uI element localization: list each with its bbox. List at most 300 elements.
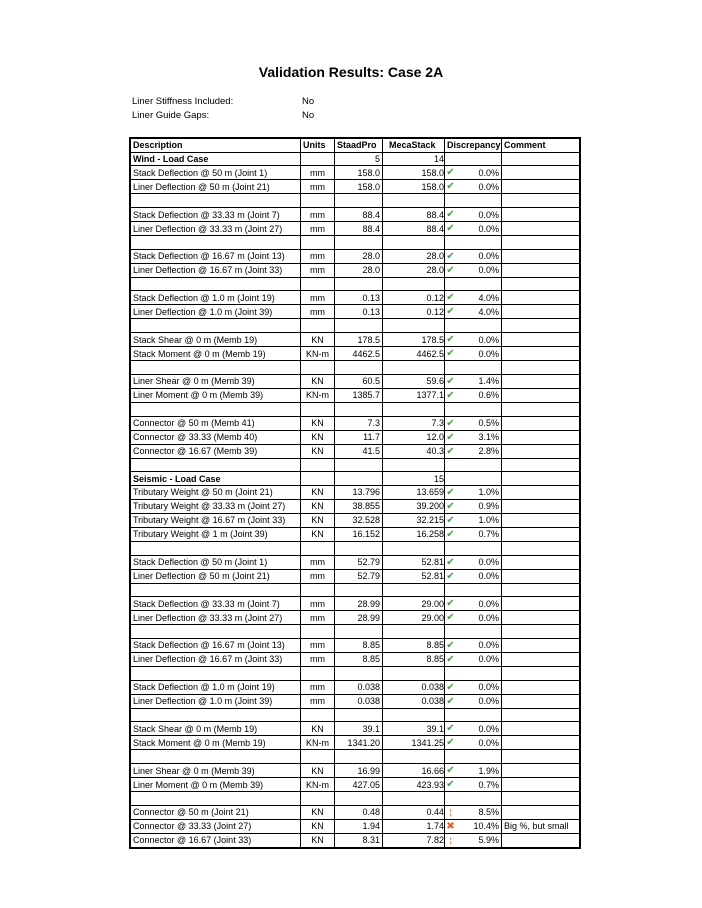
mecastack-cell: 4462.5 bbox=[416, 348, 444, 359]
description-cell: Connector @ 33.33 (Joint 27) bbox=[130, 819, 301, 833]
staadpro-cell: 41.5 bbox=[335, 444, 383, 458]
staadpro-cell: 52.79 bbox=[335, 569, 383, 583]
empty-cell bbox=[335, 277, 383, 291]
discrepancy-cell: 3.1% bbox=[456, 430, 502, 444]
checkmark-icon: ✔ bbox=[446, 779, 455, 790]
discrepancy-cell: 0.0% bbox=[456, 263, 502, 277]
discrepancy-cell: 0.7% bbox=[456, 527, 502, 541]
empty-cell bbox=[130, 236, 301, 250]
status-cell bbox=[445, 833, 457, 848]
discrepancy-cell: 0.9% bbox=[456, 499, 502, 513]
empty-cell bbox=[335, 236, 383, 250]
comment-cell bbox=[502, 611, 581, 625]
comment-cell bbox=[502, 416, 581, 430]
empty-cell bbox=[130, 319, 301, 333]
empty-cell bbox=[502, 541, 581, 555]
comment-cell bbox=[502, 180, 581, 194]
empty-cell bbox=[502, 750, 581, 764]
empty-cell bbox=[456, 666, 502, 680]
description-cell: Tributary Weight @ 1 m (Joint 39) bbox=[130, 527, 301, 541]
staadpro-cell: 1341.20 bbox=[335, 736, 383, 750]
description-cell: Stack Moment @ 0 m (Memb 19) bbox=[130, 736, 301, 750]
empty-cell bbox=[502, 319, 581, 333]
empty-cell bbox=[301, 666, 335, 680]
discrepancy-cell: 1.4% bbox=[456, 374, 502, 388]
units-cell bbox=[301, 152, 335, 166]
status-cell bbox=[445, 152, 457, 166]
mecastack-cell: 12.0 bbox=[426, 432, 444, 442]
comment-cell bbox=[502, 444, 581, 458]
table-row bbox=[130, 833, 580, 848]
staadpro-cell: 28.0 bbox=[335, 263, 383, 277]
description-cell: Liner Moment @ 0 m (Memb 39) bbox=[130, 778, 301, 792]
meta-liner-guide-gaps bbox=[132, 110, 315, 121]
checkmark-icon: ✔ bbox=[446, 695, 455, 707]
checkmark-icon: ✔ bbox=[446, 723, 455, 735]
empty-cell bbox=[335, 361, 383, 375]
table-row bbox=[130, 499, 580, 513]
empty-cell bbox=[456, 583, 502, 597]
spacer-row bbox=[130, 194, 580, 208]
mecastack-cell: 32.215 bbox=[416, 515, 444, 526]
empty-cell bbox=[335, 666, 383, 680]
cross-icon: ✖ bbox=[446, 820, 455, 832]
mecastack-cell: 39.200 bbox=[416, 501, 444, 512]
description-cell: Stack Deflection @ 16.67 m (Joint 13) bbox=[130, 638, 301, 652]
table-row bbox=[130, 305, 580, 319]
description-cell: Stack Deflection @ 33.33 m (Joint 7) bbox=[130, 208, 301, 222]
discrepancy-cell: 0.5% bbox=[456, 416, 502, 430]
comment-cell bbox=[502, 499, 581, 513]
comment-cell bbox=[502, 333, 581, 347]
table-row bbox=[130, 485, 580, 499]
status-cell bbox=[445, 416, 457, 430]
comment-cell bbox=[502, 222, 581, 236]
checkmark-icon: ✔ bbox=[446, 375, 455, 387]
checkmark-icon: ✔ bbox=[446, 334, 455, 346]
units-cell: KN bbox=[301, 430, 335, 444]
checkmark-icon: ✔ bbox=[446, 181, 455, 193]
staadpro-cell: 13.796 bbox=[335, 485, 383, 499]
table-row bbox=[130, 736, 580, 750]
empty-cell bbox=[301, 402, 335, 416]
checkmark-icon: ✔ bbox=[446, 514, 455, 526]
spacer-row bbox=[130, 319, 580, 333]
checkmark-icon: ✔ bbox=[446, 737, 455, 749]
section-row bbox=[130, 152, 580, 166]
mecastack-cell: 14 bbox=[433, 154, 444, 165]
empty-cell bbox=[301, 583, 335, 597]
comment-cell bbox=[502, 472, 581, 486]
mecastack-cell: 39.1 bbox=[426, 723, 444, 734]
units-cell: mm bbox=[301, 611, 335, 625]
units-cell: mm bbox=[301, 680, 335, 694]
empty-cell bbox=[383, 361, 445, 375]
empty-cell bbox=[456, 625, 502, 639]
table-row bbox=[130, 597, 580, 611]
table-row bbox=[130, 388, 580, 402]
empty-cell bbox=[445, 361, 457, 375]
mecastack-cell: 28.0 bbox=[426, 265, 444, 276]
spacer-row bbox=[130, 402, 580, 416]
mecastack-cell: 16.66 bbox=[421, 765, 444, 776]
mecastack-cell: 8.85 bbox=[426, 654, 444, 665]
checkmark-icon: ✔ bbox=[446, 528, 455, 540]
spacer-row bbox=[130, 458, 580, 472]
empty-cell bbox=[383, 583, 445, 597]
status-cell bbox=[445, 569, 457, 583]
table-row bbox=[130, 222, 580, 236]
table-row bbox=[130, 416, 580, 430]
staadpro-cell: 8.31 bbox=[335, 833, 383, 848]
empty-cell bbox=[301, 277, 335, 291]
checkmark-icon: ✔ bbox=[446, 612, 455, 624]
comment-cell bbox=[502, 208, 581, 222]
empty-cell bbox=[502, 458, 581, 472]
checkmark-icon: ✔ bbox=[446, 486, 455, 498]
status-cell bbox=[445, 180, 457, 194]
comment-cell bbox=[502, 555, 581, 569]
units-cell: mm bbox=[301, 180, 335, 194]
description-cell: Liner Moment @ 0 m (Memb 39) bbox=[130, 388, 301, 402]
comment-cell bbox=[502, 569, 581, 583]
comment-cell bbox=[502, 513, 581, 527]
mecastack-cell: 40.3 bbox=[426, 446, 444, 456]
header-comment: Comment bbox=[502, 138, 581, 152]
empty-cell bbox=[335, 583, 383, 597]
description-cell: Stack Deflection @ 1.0 m (Joint 19) bbox=[130, 680, 301, 694]
empty-cell bbox=[301, 361, 335, 375]
discrepancy-cell: 1.0% bbox=[456, 513, 502, 527]
staadpro-cell: 8.85 bbox=[335, 652, 383, 666]
page-title: Validation Results: Case 2A bbox=[258, 64, 444, 80]
mecastack-cell: 1341.25 bbox=[411, 737, 444, 748]
mecastack-cell: 29.00 bbox=[421, 598, 444, 609]
status-cell bbox=[445, 722, 457, 736]
checkmark-icon: ✔ bbox=[446, 264, 455, 276]
table-row bbox=[130, 819, 580, 833]
empty-cell bbox=[502, 792, 581, 806]
status-cell bbox=[445, 694, 457, 708]
units-cell: mm bbox=[301, 569, 335, 583]
mecastack-cell: 88.4 bbox=[426, 209, 444, 220]
description-cell: Liner Shear @ 0 m (Memb 39) bbox=[130, 374, 301, 388]
units-cell: KN bbox=[301, 819, 335, 833]
table-row bbox=[130, 638, 580, 652]
empty-cell bbox=[445, 666, 457, 680]
status-cell bbox=[445, 444, 457, 458]
empty-cell bbox=[301, 708, 335, 722]
empty-cell bbox=[456, 277, 502, 291]
description-cell: Seismic - Load Case bbox=[130, 472, 301, 486]
comment-cell bbox=[502, 764, 581, 778]
empty-cell bbox=[335, 402, 383, 416]
empty-cell bbox=[301, 541, 335, 555]
discrepancy-cell: 0.7% bbox=[456, 778, 502, 792]
checkmark-icon: ✔ bbox=[446, 209, 455, 221]
spacer-row bbox=[130, 583, 580, 597]
status-cell bbox=[445, 347, 457, 361]
header-discrepancy: Discrepancy bbox=[445, 138, 502, 152]
empty-cell bbox=[383, 708, 445, 722]
status-cell bbox=[445, 611, 457, 625]
table-row bbox=[130, 555, 580, 569]
table-row bbox=[130, 513, 580, 527]
empty-cell bbox=[445, 319, 457, 333]
empty-cell bbox=[445, 277, 457, 291]
spacer-row bbox=[130, 361, 580, 375]
staadpro-cell: 0.48 bbox=[335, 805, 383, 819]
empty-cell bbox=[445, 194, 457, 208]
table-row bbox=[130, 208, 580, 222]
description-cell: Stack Moment @ 0 m (Memb 19) bbox=[130, 347, 301, 361]
units-cell: KN-m bbox=[301, 778, 335, 792]
description-cell: Liner Deflection @ 1.0 m (Joint 39) bbox=[130, 305, 301, 319]
description-cell: Liner Deflection @ 50 m (Joint 21) bbox=[130, 569, 301, 583]
checkmark-icon: ✔ bbox=[446, 570, 455, 582]
empty-cell bbox=[130, 361, 301, 375]
meta-label: Liner Guide Gaps: bbox=[132, 110, 210, 121]
empty-cell bbox=[130, 277, 301, 291]
discrepancy-cell: 0.0% bbox=[456, 347, 502, 361]
empty-cell bbox=[445, 541, 457, 555]
status-cell bbox=[445, 513, 457, 527]
units-cell: KN bbox=[301, 833, 335, 848]
staadpro-cell: 60.5 bbox=[335, 374, 383, 388]
staadpro-cell: 0.13 bbox=[335, 305, 383, 319]
meta-label: Liner Stiffness Included: bbox=[132, 96, 234, 107]
discrepancy-cell: 0.0% bbox=[456, 694, 502, 708]
staadpro-cell: 158.0 bbox=[335, 180, 383, 194]
mecastack-cell: 13.659 bbox=[416, 487, 444, 498]
empty-cell bbox=[301, 792, 335, 806]
units-cell: KN-m bbox=[301, 347, 335, 361]
empty-cell bbox=[502, 402, 581, 416]
staadpro-cell: 32.528 bbox=[335, 513, 383, 527]
units-cell: mm bbox=[301, 555, 335, 569]
empty-cell bbox=[445, 750, 457, 764]
units-cell: KN bbox=[301, 499, 335, 513]
empty-cell bbox=[502, 666, 581, 680]
meta-value: No bbox=[302, 96, 315, 107]
table-row bbox=[130, 527, 580, 541]
description-cell: Stack Deflection @ 1.0 m (Joint 19) bbox=[130, 291, 301, 305]
status-cell bbox=[445, 527, 457, 541]
empty-cell bbox=[301, 458, 335, 472]
table-row bbox=[130, 430, 580, 444]
header-staadpro: StaadPro bbox=[335, 138, 383, 152]
staadpro-cell: 16.152 bbox=[335, 527, 383, 541]
header-description: Description bbox=[130, 138, 301, 152]
mecastack-cell: 0.12 bbox=[426, 306, 444, 317]
comment-cell bbox=[502, 722, 581, 736]
table-row bbox=[130, 263, 580, 277]
comment-cell bbox=[502, 305, 581, 319]
empty-cell bbox=[456, 541, 502, 555]
staadpro-cell: 28.99 bbox=[335, 611, 383, 625]
description-cell: Liner Deflection @ 1.0 m (Joint 39) bbox=[130, 694, 301, 708]
header-mecastack: MecaStack bbox=[389, 140, 436, 151]
comment-cell bbox=[502, 291, 581, 305]
description-cell: Liner Deflection @ 50 m (Joint 21) bbox=[130, 180, 301, 194]
staadpro-cell: 52.79 bbox=[335, 555, 383, 569]
comment-cell bbox=[502, 694, 581, 708]
spacer-row bbox=[130, 541, 580, 555]
comment-cell bbox=[502, 430, 581, 444]
mecastack-cell: 59.6 bbox=[426, 376, 444, 387]
staadpro-cell: 88.4 bbox=[335, 222, 383, 236]
empty-cell bbox=[456, 750, 502, 764]
empty-cell bbox=[335, 319, 383, 333]
empty-cell bbox=[301, 236, 335, 250]
empty-cell bbox=[456, 792, 502, 806]
spacer-row bbox=[130, 792, 580, 806]
exclamation-icon: ¦ bbox=[449, 835, 452, 845]
description-cell: Connector @ 50 m (Joint 21) bbox=[130, 805, 301, 819]
empty-cell bbox=[130, 402, 301, 416]
mecastack-cell: 28.0 bbox=[426, 251, 444, 262]
empty-cell bbox=[383, 402, 445, 416]
staadpro-cell: 7.3 bbox=[335, 416, 383, 430]
comment-cell bbox=[502, 485, 581, 499]
status-cell bbox=[445, 263, 457, 277]
status-cell bbox=[445, 291, 457, 305]
status-cell bbox=[445, 166, 457, 180]
comment-cell bbox=[502, 152, 581, 166]
spacer-row bbox=[130, 625, 580, 639]
status-cell bbox=[445, 388, 457, 402]
discrepancy-cell: 0.0% bbox=[456, 638, 502, 652]
description-cell: Connector @ 33.33 (Memb 40) bbox=[130, 430, 301, 444]
staadpro-cell: 88.4 bbox=[335, 208, 383, 222]
mecastack-cell: 423.93 bbox=[416, 779, 444, 790]
units-cell: KN bbox=[301, 513, 335, 527]
discrepancy-cell: 0.0% bbox=[456, 652, 502, 666]
staadpro-cell bbox=[335, 472, 383, 486]
checkmark-icon: ✔ bbox=[446, 223, 455, 235]
description-cell: Liner Shear @ 0 m (Memb 39) bbox=[130, 764, 301, 778]
staadpro-cell: 39.1 bbox=[335, 722, 383, 736]
empty-cell bbox=[383, 319, 445, 333]
staadpro-cell: 16.99 bbox=[335, 764, 383, 778]
discrepancy-cell: 0.0% bbox=[456, 208, 502, 222]
empty-cell bbox=[335, 625, 383, 639]
table-row bbox=[130, 652, 580, 666]
empty-cell bbox=[383, 666, 445, 680]
empty-cell bbox=[130, 194, 301, 208]
discrepancy-cell bbox=[456, 152, 502, 166]
staadpro-cell: 4462.5 bbox=[335, 347, 383, 361]
discrepancy-cell: 0.0% bbox=[456, 166, 502, 180]
empty-cell bbox=[445, 458, 457, 472]
comment-cell bbox=[502, 833, 581, 848]
empty-cell bbox=[301, 194, 335, 208]
staadpro-cell: 28.99 bbox=[335, 597, 383, 611]
description-cell: Stack Shear @ 0 m (Memb 19) bbox=[130, 722, 301, 736]
discrepancy-cell: 0.0% bbox=[456, 333, 502, 347]
empty-cell bbox=[502, 236, 581, 250]
comment-cell bbox=[502, 597, 581, 611]
empty-cell bbox=[130, 792, 301, 806]
status-cell bbox=[445, 430, 457, 444]
meta-liner-stiffness bbox=[132, 96, 315, 107]
status-cell bbox=[445, 638, 457, 652]
comment-cell bbox=[502, 527, 581, 541]
status-cell bbox=[445, 680, 457, 694]
mecastack-cell: 1377.1 bbox=[416, 390, 444, 401]
empty-cell bbox=[335, 458, 383, 472]
description-cell: Connector @ 16.67 (Joint 33) bbox=[130, 833, 301, 848]
table-row bbox=[130, 778, 580, 792]
units-cell: mm bbox=[301, 249, 335, 263]
checkmark-icon: ✔ bbox=[446, 292, 455, 304]
checkmark-icon: ✔ bbox=[446, 765, 455, 776]
units-cell: mm bbox=[301, 638, 335, 652]
mecastack-cell: 15 bbox=[433, 473, 444, 484]
empty-cell bbox=[335, 541, 383, 555]
mecastack-cell: 0.038 bbox=[421, 696, 444, 707]
mecastack-cell: 158.0 bbox=[421, 181, 444, 192]
empty-cell bbox=[502, 361, 581, 375]
discrepancy-cell: 0.0% bbox=[456, 680, 502, 694]
units-cell: KN bbox=[301, 764, 335, 778]
table-row bbox=[130, 166, 580, 180]
units-cell bbox=[301, 472, 335, 486]
empty-cell bbox=[456, 708, 502, 722]
header-units: Units bbox=[301, 138, 335, 152]
empty-cell bbox=[130, 666, 301, 680]
empty-cell bbox=[335, 750, 383, 764]
units-cell: KN bbox=[301, 333, 335, 347]
mecastack-cell: 7.3 bbox=[431, 418, 444, 428]
mecastack-cell: 29.00 bbox=[421, 612, 444, 623]
table-row bbox=[130, 444, 580, 458]
comment-cell: Big %, but small bbox=[504, 821, 569, 832]
staadpro-cell: 0.13 bbox=[335, 291, 383, 305]
checkmark-icon: ✔ bbox=[446, 348, 455, 360]
mecastack-cell: 7.82 bbox=[426, 835, 444, 846]
checkmark-icon: ✔ bbox=[446, 598, 455, 610]
staadpro-cell: 8.85 bbox=[335, 638, 383, 652]
table-row bbox=[130, 374, 580, 388]
empty-cell bbox=[130, 458, 301, 472]
discrepancy-cell: 0.0% bbox=[456, 569, 502, 583]
staadpro-cell: 28.0 bbox=[335, 249, 383, 263]
comment-cell bbox=[502, 388, 581, 402]
checkmark-icon: ✔ bbox=[446, 306, 455, 318]
status-cell bbox=[445, 208, 457, 222]
status-cell bbox=[445, 778, 457, 792]
units-cell: KN-m bbox=[301, 736, 335, 750]
table-row bbox=[130, 764, 580, 778]
units-cell: mm bbox=[301, 222, 335, 236]
description-cell: Connector @ 50 m (Memb 41) bbox=[130, 416, 301, 430]
discrepancy-cell: 2.8% bbox=[456, 444, 502, 458]
empty-cell bbox=[502, 625, 581, 639]
empty-cell bbox=[502, 194, 581, 208]
empty-cell bbox=[383, 792, 445, 806]
comment-cell bbox=[502, 778, 581, 792]
comment-cell bbox=[502, 263, 581, 277]
mecastack-cell: 0.44 bbox=[426, 807, 444, 818]
status-cell bbox=[445, 472, 457, 486]
mecastack-cell: 1.74 bbox=[426, 821, 444, 832]
comment-cell bbox=[502, 805, 581, 819]
table-row bbox=[130, 291, 580, 305]
units-cell: mm bbox=[301, 597, 335, 611]
mecastack-cell: 52.81 bbox=[421, 557, 444, 568]
empty-cell bbox=[383, 625, 445, 639]
